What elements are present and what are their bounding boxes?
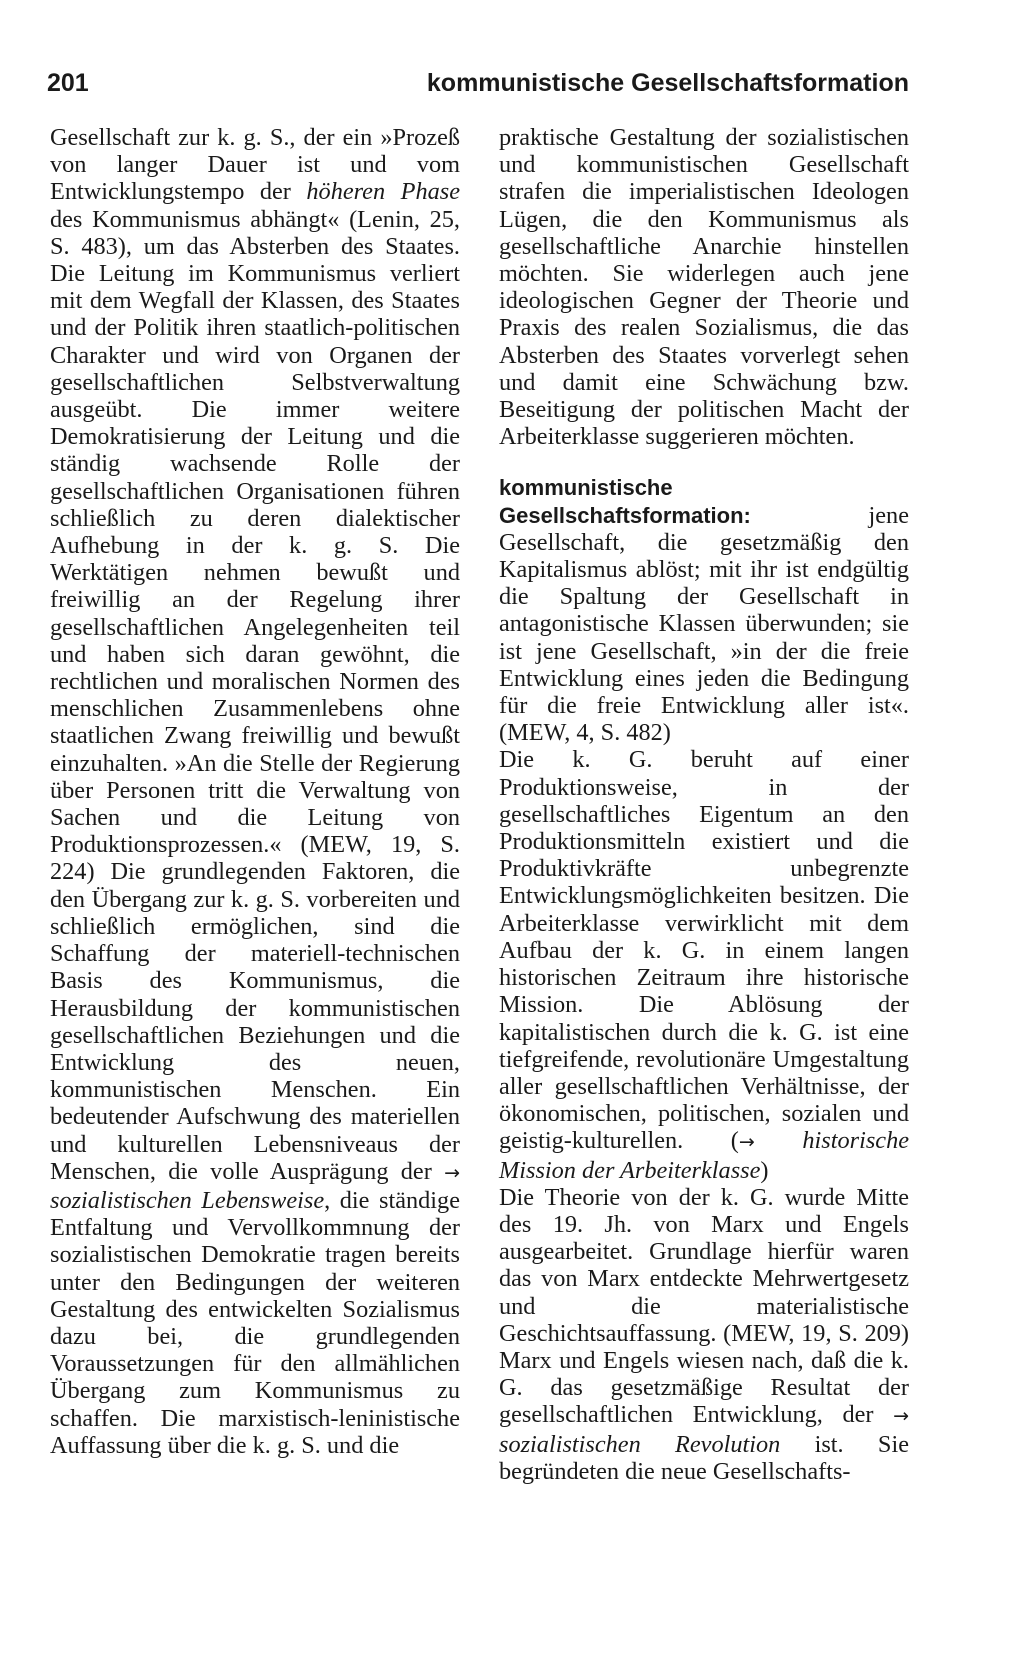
- cross-reference-link[interactable]: sozialistischen Lebensweise: [50, 1186, 325, 1214]
- page-number: 201: [47, 69, 89, 97]
- text-run: jene Gesellschaft, die gesetzmäßig den Kapitalismus ablöst; mit ihr ist endgültig die Spaltung der Gesellschaft in antagonistische Klassen überwunden; sie ist jene Gesellschaft, »in der die freie Entwicklung eines jeden die Bedingung für die freie Entwicklung aller ist«. (MEW, 4, S. 482): [499, 501, 909, 747]
- left-paragraph: [50, 124, 460, 1459]
- right-paragraph: praktische Gestaltung der sozialistischen und kommunistischen Gesellschaft strafen die imperialistischen Ideologen Lügen, die den Kommunismus als gesellschaftliche Anarchie hinstellen möchten. Sie widerlegen auch jene ideologischen Gegner der Theorie und Praxis des realen Sozialismus, die das Absterben des Staates vorverlegt sehen und damit eine Schwächung bzw. Beseitigung der politischen Macht der Arbeiterklasse suggerieren möchten.: [499, 124, 909, 451]
- text-run: ): [760, 1156, 769, 1184]
- dictionary-entry: [499, 474, 909, 746]
- cross-reference-link[interactable]: historische Mission der Arbeiterklasse: [499, 1127, 910, 1184]
- entry-headword: kommunistische Gesellschaftsformation:: [499, 475, 751, 528]
- text-run: ist. Sie begründeten die neue Gesellschafts-: [499, 1430, 909, 1485]
- running-head: kommunistische Gesellschaftsformation: [426, 69, 909, 97]
- text-run: des Kommunismus abhängt« (Lenin, 25, S. 483), um das Absterben des Staates. Die Leitung im Kommunismus verliert mit dem Wegfall der Klassen, des Staates und der Politik ihren staatlich-politischen Charakter und wird von Organen der gesellschaftlichen Selbstverwaltung ausgeübt. Die immer weitere Demokratisierung der Leitung und die ständig wachsende Rolle der gesellschaftlichen Organisationen führen schließlich zu deren dialektischer Aufhebung in der k. g. S. Die Werktätigen nehmen bewußt und freiwillig an der Regelung ihrer gesellschaftlichen Angelegenheiten teil und haben sich daran gewöhnt, die rechtlichen und moralischen Normen des menschlichen Zusammenlebens ohne staatlichen Zwang freiwillig und bewußt einzuhalten. »An die Stelle der Regierung über Personen tritt die Verwaltung von Sachen und die Leitung von Produktionsprozessen.« (MEW, 19, S. 224) Die grundlegenden Faktoren, die den Übergang zur k. g. S. vorbereiten und schließlich ermöglichen, sind die Schaffung der materiell-technischen Basis des Kommunismus, die Herausbildung der kommunistischen gesellschaftlichen Beziehungen und die Entwicklung des neuen, kommunistischen Menschen. Ein bedeutender Aufschwung des materiellen und kulturellen Lebensniveaus der Menschen, die volle Ausprägung der: [50, 205, 460, 1185]
- cross-reference-arrow-icon: →: [738, 1131, 755, 1154]
- entry-paragraph: [499, 1184, 909, 1485]
- text-run: Gesellschaft zur k. g. S., der ein »Prozeß von langer Dauer ist und vom Entwicklungstempo der: [50, 124, 460, 206]
- page-header: [47, 66, 909, 100]
- text-run: , die ständige Entfaltung und Vervollkommnung der sozialistischen Demokratie tragen bereits unter den Bedingungen der weiteren Gestaltung des entwickelten Sozialismus dazu bei, die grundlegenden Voraussetzungen für den allmählichen Übergang zum Kommunismus zu schaffen. Die marxistisch-leninistische Auffassung über die k. g. S. und die: [50, 1186, 460, 1459]
- text-run: Die k. G. beruht auf einer Produktionsweise, in der gesellschaftliches Eigentum an den Produktionsmitteln existiert und die Produktivkräfte unbegrenzte Entwicklungsmöglichkeiten besitzen. Die Arbeiterklasse verwirklicht mit dem Aufbau der k. G. in einem langen historischen Zeitraum ihre historische Mission. Die Ablösung der kapitalistischen durch die k. G. ist eine tiefgreifende, revolutionäre Umgestaltung aller gesellschaftlichen Verhältnisse, der ökonomischen, politischen, sozialen und geistig-kulturellen. (: [499, 746, 909, 1155]
- right-column: [499, 124, 909, 1485]
- cross-reference-arrow-icon: →: [893, 1405, 909, 1428]
- entry-paragraph: [499, 746, 909, 1183]
- left-column: [50, 124, 460, 1459]
- cross-reference-arrow-icon: →: [444, 1161, 460, 1184]
- cross-reference-link[interactable]: sozialistischen Revolution: [499, 1430, 781, 1458]
- italic-phrase: höheren Phase: [306, 178, 460, 206]
- text-run: Die Theorie von der k. G. wurde Mitte des 19. Jh. von Marx und Engels ausgearbeitet. Grundlage hierfür waren das von Marx entdeckte Mehrwertgesetz und die materialistische Geschichtsauffassung. (MEW, 19, S. 209) Marx und Engels wiesen nach, daß die k. G. das gesetzmäßige Resultat der gesellschaftlichen Entwicklung, der: [499, 1183, 909, 1429]
